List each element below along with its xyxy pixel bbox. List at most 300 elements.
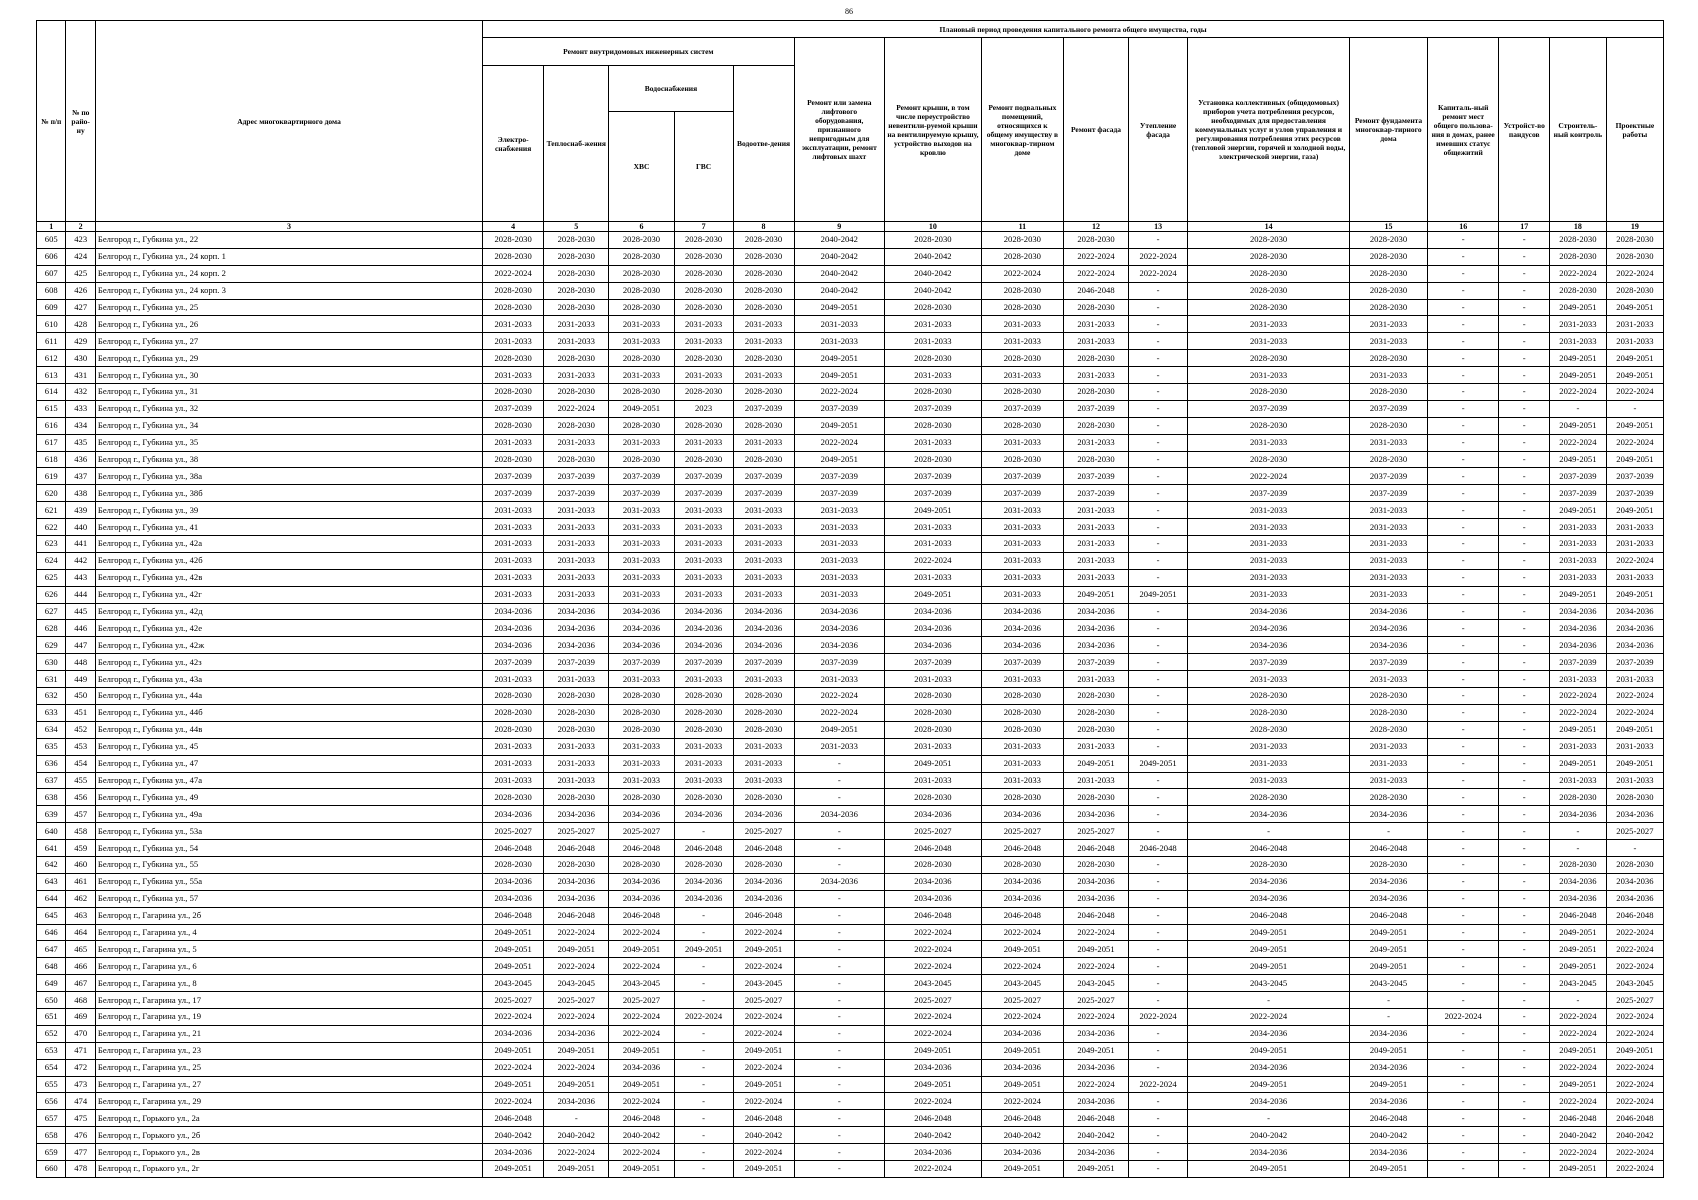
period-cell: -: [794, 1059, 884, 1076]
period-cell: 2031-2033: [1350, 367, 1428, 384]
table-row: [37, 806, 1664, 823]
period-cell: 2031-2033: [483, 772, 544, 789]
period-cell: -: [674, 1059, 733, 1076]
period-cell: -: [1427, 654, 1499, 671]
period-cell: 2034-2036: [1606, 806, 1663, 823]
period-cell: 2031-2033: [1549, 772, 1606, 789]
period-cell: 2040-2042: [1350, 1127, 1428, 1144]
period-cell: 2046-2048: [1350, 1110, 1428, 1127]
period-cell: 2034-2036: [981, 637, 1063, 654]
period-cell: -: [1129, 502, 1188, 519]
period-cell: 2031-2033: [733, 333, 794, 350]
period-cell: -: [674, 1127, 733, 1144]
period-cell: -: [1499, 1144, 1550, 1161]
period-cell: -: [1129, 975, 1188, 992]
district-number-cell: 428: [66, 316, 95, 333]
period-cell: 2028-2030: [544, 856, 609, 873]
period-cell: 2034-2036: [1549, 806, 1606, 823]
period-cell: 2037-2039: [544, 485, 609, 502]
period-cell: 2049-2051: [1549, 367, 1606, 384]
period-cell: 2022-2024: [544, 924, 609, 941]
period-cell: 2046-2048: [733, 907, 794, 924]
period-cell: 2028-2030: [483, 417, 544, 434]
period-cell: 2028-2030: [733, 384, 794, 401]
period-cell: 2043-2045: [544, 975, 609, 992]
period-cell: 2028-2030: [1188, 265, 1350, 282]
address-cell: Белгород г., Губкина ул., 44б: [95, 704, 482, 721]
period-cell: -: [1427, 856, 1499, 873]
period-cell: -: [1129, 704, 1188, 721]
period-cell: 2034-2036: [885, 890, 982, 907]
table-row: [37, 721, 1664, 738]
address-cell: Белгород г., Губкина ул., 44а: [95, 688, 482, 705]
period-cell: 2031-2033: [981, 569, 1063, 586]
period-cell: -: [1499, 654, 1550, 671]
period-cell: -: [1427, 333, 1499, 350]
period-cell: 2040-2042: [1188, 1127, 1350, 1144]
period-cell: 2049-2051: [1350, 924, 1428, 941]
period-cell: 2031-2033: [885, 519, 982, 536]
address-cell: Белгород г., Губкина ул., 39: [95, 502, 482, 519]
period-cell: 2022-2024: [1606, 941, 1663, 958]
period-cell: -: [1427, 1025, 1499, 1042]
header-meters: Установка коллективных (общедомовых) приборов учета потребления ресурсов, необходимых для предоставления коммунальных услуг и узлов управления и регулирования потребления этих ресурсов (тепловой энергии, горячей и холодной воды, электрической энергии, газа): [1188, 38, 1350, 222]
period-cell: 2046-2048: [483, 1110, 544, 1127]
period-cell: 2034-2036: [1188, 1093, 1350, 1110]
period-cell: 2025-2027: [1063, 823, 1128, 840]
address-cell: Белгород г., Губкина ул., 55а: [95, 873, 482, 890]
period-cell: -: [794, 772, 884, 789]
district-number-cell: 432: [66, 384, 95, 401]
period-cell: 2028-2030: [544, 232, 609, 249]
period-cell: 2034-2036: [544, 806, 609, 823]
address-cell: Белгород г., Губкина ул., 27: [95, 333, 482, 350]
period-cell: 2031-2033: [1188, 738, 1350, 755]
period-cell: -: [1499, 350, 1550, 367]
period-cell: 2028-2030: [1063, 451, 1128, 468]
district-number-cell: 445: [66, 603, 95, 620]
period-cell: 2034-2036: [483, 1025, 544, 1042]
period-cell: -: [1499, 552, 1550, 569]
row-number-cell: 623: [37, 536, 66, 553]
period-cell: -: [1129, 282, 1188, 299]
period-cell: 2034-2036: [1063, 1059, 1128, 1076]
period-cell: 2031-2033: [674, 772, 733, 789]
row-number-cell: 618: [37, 451, 66, 468]
period-cell: 2046-2048: [981, 907, 1063, 924]
row-number-cell: 636: [37, 755, 66, 772]
period-cell: 2034-2036: [544, 637, 609, 654]
period-cell: 2049-2051: [1606, 586, 1663, 603]
header-hot-water: ГВС: [674, 112, 733, 222]
period-cell: 2022-2024: [1606, 958, 1663, 975]
period-cell: 2049-2051: [794, 417, 884, 434]
address-cell: Белгород г., Губкина ул., 42б: [95, 552, 482, 569]
header-facade: Ремонт фасада: [1063, 38, 1128, 222]
period-cell: 2049-2051: [483, 1042, 544, 1059]
period-cell: 2034-2036: [544, 1093, 609, 1110]
header-period: Плановый период проведения капитального ремонта общего имущества, годы: [483, 21, 1664, 38]
period-cell: 2046-2048: [1549, 907, 1606, 924]
period-cell: 2022-2024: [1606, 924, 1663, 941]
period-cell: 2022-2024: [1606, 1008, 1663, 1025]
row-number-cell: 647: [37, 941, 66, 958]
period-cell: 2037-2039: [981, 485, 1063, 502]
period-cell: 2049-2051: [1606, 451, 1663, 468]
period-cell: 2028-2030: [609, 282, 674, 299]
period-cell: 2028-2030: [733, 350, 794, 367]
period-cell: 2031-2033: [885, 434, 982, 451]
period-cell: 2046-2048: [544, 907, 609, 924]
period-cell: 2028-2030: [1188, 856, 1350, 873]
address-cell: Белгород г., Губкина ул., 38а: [95, 468, 482, 485]
period-cell: 2049-2051: [1188, 1042, 1350, 1059]
period-cell: 2028-2030: [674, 451, 733, 468]
period-cell: 2031-2033: [885, 738, 982, 755]
table-row: [37, 400, 1664, 417]
period-cell: 2028-2030: [1549, 789, 1606, 806]
column-number: 11: [981, 222, 1063, 232]
period-cell: 2046-2048: [1129, 840, 1188, 857]
period-cell: 2046-2048: [733, 1110, 794, 1127]
period-cell: 2025-2027: [1063, 992, 1128, 1009]
period-cell: 2031-2033: [544, 671, 609, 688]
period-cell: 2028-2030: [1350, 265, 1428, 282]
period-cell: -: [1427, 704, 1499, 721]
row-number-cell: 658: [37, 1127, 66, 1144]
period-cell: 2046-2048: [609, 1110, 674, 1127]
period-cell: -: [1129, 232, 1188, 249]
period-cell: -: [1427, 1110, 1499, 1127]
period-cell: -: [1427, 840, 1499, 857]
table-row: [37, 890, 1664, 907]
period-cell: 2037-2039: [981, 654, 1063, 671]
period-cell: 2034-2036: [733, 890, 794, 907]
period-cell: 2049-2051: [1549, 1160, 1606, 1177]
period-cell: -: [1499, 704, 1550, 721]
column-number: 5: [544, 222, 609, 232]
period-cell: 2037-2039: [674, 654, 733, 671]
period-cell: -: [1499, 232, 1550, 249]
period-cell: 2028-2030: [885, 688, 982, 705]
period-cell: 2037-2039: [1549, 485, 1606, 502]
period-cell: 2028-2030: [483, 721, 544, 738]
period-cell: 2034-2036: [981, 603, 1063, 620]
period-cell: 2049-2051: [483, 1160, 544, 1177]
period-cell: 2046-2048: [1063, 907, 1128, 924]
capital-repair-table: [36, 20, 1664, 1178]
table-row: [37, 552, 1664, 569]
table-row: [37, 840, 1664, 857]
period-cell: 2049-2051: [1549, 451, 1606, 468]
period-cell: -: [1606, 400, 1663, 417]
period-cell: -: [1499, 502, 1550, 519]
period-cell: 2028-2030: [544, 350, 609, 367]
period-cell: 2031-2033: [544, 569, 609, 586]
period-cell: -: [1427, 299, 1499, 316]
period-cell: 2028-2030: [1606, 856, 1663, 873]
period-cell: 2031-2033: [544, 738, 609, 755]
period-cell: -: [1129, 384, 1188, 401]
period-cell: 2022-2024: [544, 1059, 609, 1076]
period-cell: 2031-2033: [1063, 569, 1128, 586]
period-cell: 2037-2039: [609, 485, 674, 502]
period-cell: 2031-2033: [733, 586, 794, 603]
period-cell: -: [1129, 637, 1188, 654]
period-cell: -: [1129, 485, 1188, 502]
period-cell: -: [794, 890, 884, 907]
period-cell: 2031-2033: [981, 552, 1063, 569]
period-cell: 2046-2048: [1063, 282, 1128, 299]
period-cell: 2049-2051: [1188, 1076, 1350, 1093]
period-cell: 2031-2033: [483, 434, 544, 451]
district-number-cell: 467: [66, 975, 95, 992]
period-cell: 2049-2051: [981, 1042, 1063, 1059]
period-cell: 2028-2030: [483, 350, 544, 367]
period-cell: 2031-2033: [1063, 671, 1128, 688]
period-cell: 2031-2033: [1188, 333, 1350, 350]
district-number-cell: 452: [66, 721, 95, 738]
period-cell: -: [674, 1144, 733, 1161]
period-cell: 2028-2030: [1188, 350, 1350, 367]
period-cell: 2034-2036: [1350, 873, 1428, 890]
header-foundation: Ремонт фундамента многоквар-тирного дома: [1350, 38, 1428, 222]
period-cell: 2031-2033: [544, 367, 609, 384]
row-number-cell: 639: [37, 806, 66, 823]
period-cell: 2031-2033: [1188, 569, 1350, 586]
period-cell: 2031-2033: [1188, 434, 1350, 451]
period-cell: 2031-2033: [544, 586, 609, 603]
column-number: 18: [1549, 222, 1606, 232]
period-cell: 2022-2024: [1549, 1144, 1606, 1161]
period-cell: 2049-2051: [1549, 502, 1606, 519]
header-basement: Ремонт подвальных помещений, относящихся к общему имуществу в многоквар-тирном доме: [981, 38, 1063, 222]
period-cell: -: [1427, 265, 1499, 282]
period-cell: -: [1499, 1127, 1550, 1144]
period-cell: -: [1499, 384, 1550, 401]
row-number-cell: 633: [37, 704, 66, 721]
period-cell: 2037-2039: [885, 468, 982, 485]
period-cell: 2022-2024: [1549, 265, 1606, 282]
address-cell: Белгород г., Гагарина ул., 6: [95, 958, 482, 975]
period-cell: 2028-2030: [609, 232, 674, 249]
period-cell: -: [1499, 1025, 1550, 1042]
period-cell: 2043-2045: [1350, 975, 1428, 992]
period-cell: 2034-2036: [483, 806, 544, 823]
period-cell: 2034-2036: [733, 637, 794, 654]
period-cell: -: [1427, 755, 1499, 772]
table-row: [37, 248, 1664, 265]
period-cell: 2025-2027: [981, 992, 1063, 1009]
period-cell: 2046-2048: [609, 840, 674, 857]
period-cell: -: [1129, 569, 1188, 586]
period-cell: 2034-2036: [674, 806, 733, 823]
period-cell: 2022-2024: [1129, 248, 1188, 265]
period-cell: -: [794, 1093, 884, 1110]
period-cell: 2028-2030: [609, 451, 674, 468]
period-cell: 2031-2033: [885, 772, 982, 789]
period-cell: -: [1129, 1144, 1188, 1161]
period-cell: 2034-2036: [1188, 637, 1350, 654]
period-cell: 2028-2030: [544, 789, 609, 806]
period-cell: 2031-2033: [733, 536, 794, 553]
district-number-cell: 471: [66, 1042, 95, 1059]
period-cell: 2031-2033: [1350, 536, 1428, 553]
period-cell: 2049-2051: [1063, 941, 1128, 958]
period-cell: -: [1427, 789, 1499, 806]
period-cell: -: [1499, 856, 1550, 873]
period-cell: 2028-2030: [885, 856, 982, 873]
period-cell: -: [1499, 890, 1550, 907]
period-cell: 2049-2051: [609, 1160, 674, 1177]
period-cell: 2031-2033: [544, 519, 609, 536]
address-cell: Белгород г., Гагарина ул., 4: [95, 924, 482, 941]
period-cell: 2034-2036: [885, 1144, 982, 1161]
row-number-cell: 660: [37, 1160, 66, 1177]
table-row: [37, 958, 1664, 975]
period-cell: 2028-2030: [674, 417, 733, 434]
period-cell: 2022-2024: [1129, 1008, 1188, 1025]
period-cell: -: [1427, 1127, 1499, 1144]
row-number-cell: 632: [37, 688, 66, 705]
period-cell: 2028-2030: [733, 299, 794, 316]
period-cell: 2037-2039: [885, 485, 982, 502]
table-row: [37, 468, 1664, 485]
district-number-cell: 451: [66, 704, 95, 721]
table-row: [37, 637, 1664, 654]
period-cell: 2031-2033: [733, 569, 794, 586]
table-row: [37, 1144, 1664, 1161]
period-cell: -: [674, 1160, 733, 1177]
row-number-cell: 613: [37, 367, 66, 384]
district-number-cell: 433: [66, 400, 95, 417]
row-number-cell: 622: [37, 519, 66, 536]
period-cell: 2031-2033: [674, 502, 733, 519]
address-cell: Белгород г., Губкина ул., 42в: [95, 569, 482, 586]
period-cell: 2031-2033: [609, 536, 674, 553]
period-cell: 2034-2036: [1350, 620, 1428, 637]
period-cell: 2031-2033: [1063, 434, 1128, 451]
period-cell: -: [794, 840, 884, 857]
period-cell: 2023: [674, 400, 733, 417]
row-number-cell: 620: [37, 485, 66, 502]
period-cell: 2031-2033: [609, 434, 674, 451]
address-cell: Белгород г., Гагарина ул., 17: [95, 992, 482, 1009]
period-cell: 2025-2027: [733, 823, 794, 840]
period-cell: 2037-2039: [609, 654, 674, 671]
period-cell: 2028-2030: [674, 856, 733, 873]
period-cell: 2034-2036: [674, 620, 733, 637]
period-cell: 2034-2036: [544, 890, 609, 907]
period-cell: 2049-2051: [885, 586, 982, 603]
period-cell: 2028-2030: [674, 384, 733, 401]
period-cell: -: [1499, 823, 1550, 840]
period-cell: -: [794, 1144, 884, 1161]
row-number-cell: 614: [37, 384, 66, 401]
period-cell: 2031-2033: [1350, 552, 1428, 569]
period-cell: 2022-2024: [1549, 704, 1606, 721]
period-cell: 2022-2024: [483, 265, 544, 282]
period-cell: 2046-2048: [483, 907, 544, 924]
period-cell: 2049-2051: [1350, 1160, 1428, 1177]
table-row: [37, 620, 1664, 637]
address-cell: Белгород г., Губкина ул., 42ж: [95, 637, 482, 654]
period-cell: -: [1129, 299, 1188, 316]
period-cell: 2034-2036: [794, 603, 884, 620]
period-cell: 2028-2030: [609, 704, 674, 721]
period-cell: 2040-2042: [733, 1127, 794, 1144]
district-number-cell: 470: [66, 1025, 95, 1042]
period-cell: -: [1129, 1127, 1188, 1144]
period-cell: 2034-2036: [885, 873, 982, 890]
period-cell: 2031-2033: [674, 569, 733, 586]
period-cell: -: [1129, 671, 1188, 688]
address-cell: Белгород г., Губкина ул., 38б: [95, 485, 482, 502]
period-cell: 2031-2033: [1188, 502, 1350, 519]
period-cell: -: [1499, 451, 1550, 468]
period-cell: 2049-2051: [1549, 941, 1606, 958]
period-cell: 2034-2036: [1549, 890, 1606, 907]
period-cell: 2028-2030: [1606, 248, 1663, 265]
period-cell: 2028-2030: [981, 704, 1063, 721]
period-cell: -: [1427, 485, 1499, 502]
period-cell: 2025-2027: [609, 992, 674, 1009]
period-cell: -: [794, 975, 884, 992]
period-cell: 2028-2030: [1549, 282, 1606, 299]
period-cell: -: [1549, 400, 1606, 417]
period-cell: -: [1129, 316, 1188, 333]
period-cell: 2022-2024: [733, 1059, 794, 1076]
row-number-cell: 627: [37, 603, 66, 620]
period-cell: -: [1427, 1144, 1499, 1161]
period-cell: 2022-2024: [981, 924, 1063, 941]
period-cell: 2031-2033: [794, 738, 884, 755]
table-row: [37, 316, 1664, 333]
district-number-cell: 436: [66, 451, 95, 468]
period-cell: 2034-2036: [1549, 873, 1606, 890]
period-cell: 2043-2045: [609, 975, 674, 992]
period-cell: 2049-2051: [609, 1042, 674, 1059]
period-cell: 2031-2033: [1063, 552, 1128, 569]
period-cell: 2049-2051: [794, 367, 884, 384]
period-cell: 2034-2036: [1350, 1093, 1428, 1110]
table-row: [37, 586, 1664, 603]
period-cell: -: [1427, 417, 1499, 434]
period-cell: 2046-2048: [1063, 1110, 1128, 1127]
period-cell: 2037-2039: [1350, 485, 1428, 502]
period-cell: 2049-2051: [733, 1160, 794, 1177]
period-cell: 2034-2036: [1606, 873, 1663, 890]
period-cell: 2031-2033: [609, 772, 674, 789]
period-cell: 2028-2030: [885, 721, 982, 738]
period-cell: 2049-2051: [1549, 299, 1606, 316]
period-cell: 2022-2024: [1606, 704, 1663, 721]
period-cell: -: [1427, 536, 1499, 553]
period-cell: -: [794, 1110, 884, 1127]
period-cell: -: [1129, 688, 1188, 705]
column-number: 16: [1427, 222, 1499, 232]
period-cell: 2049-2051: [1063, 1160, 1128, 1177]
period-cell: -: [1499, 536, 1550, 553]
period-cell: -: [1549, 840, 1606, 857]
period-cell: 2049-2051: [1188, 1160, 1350, 1177]
row-number-cell: 607: [37, 265, 66, 282]
period-cell: 2049-2051: [544, 941, 609, 958]
period-cell: 2031-2033: [483, 536, 544, 553]
period-cell: 2034-2036: [981, 1025, 1063, 1042]
period-cell: 2031-2033: [1549, 333, 1606, 350]
period-cell: 2028-2030: [1063, 350, 1128, 367]
